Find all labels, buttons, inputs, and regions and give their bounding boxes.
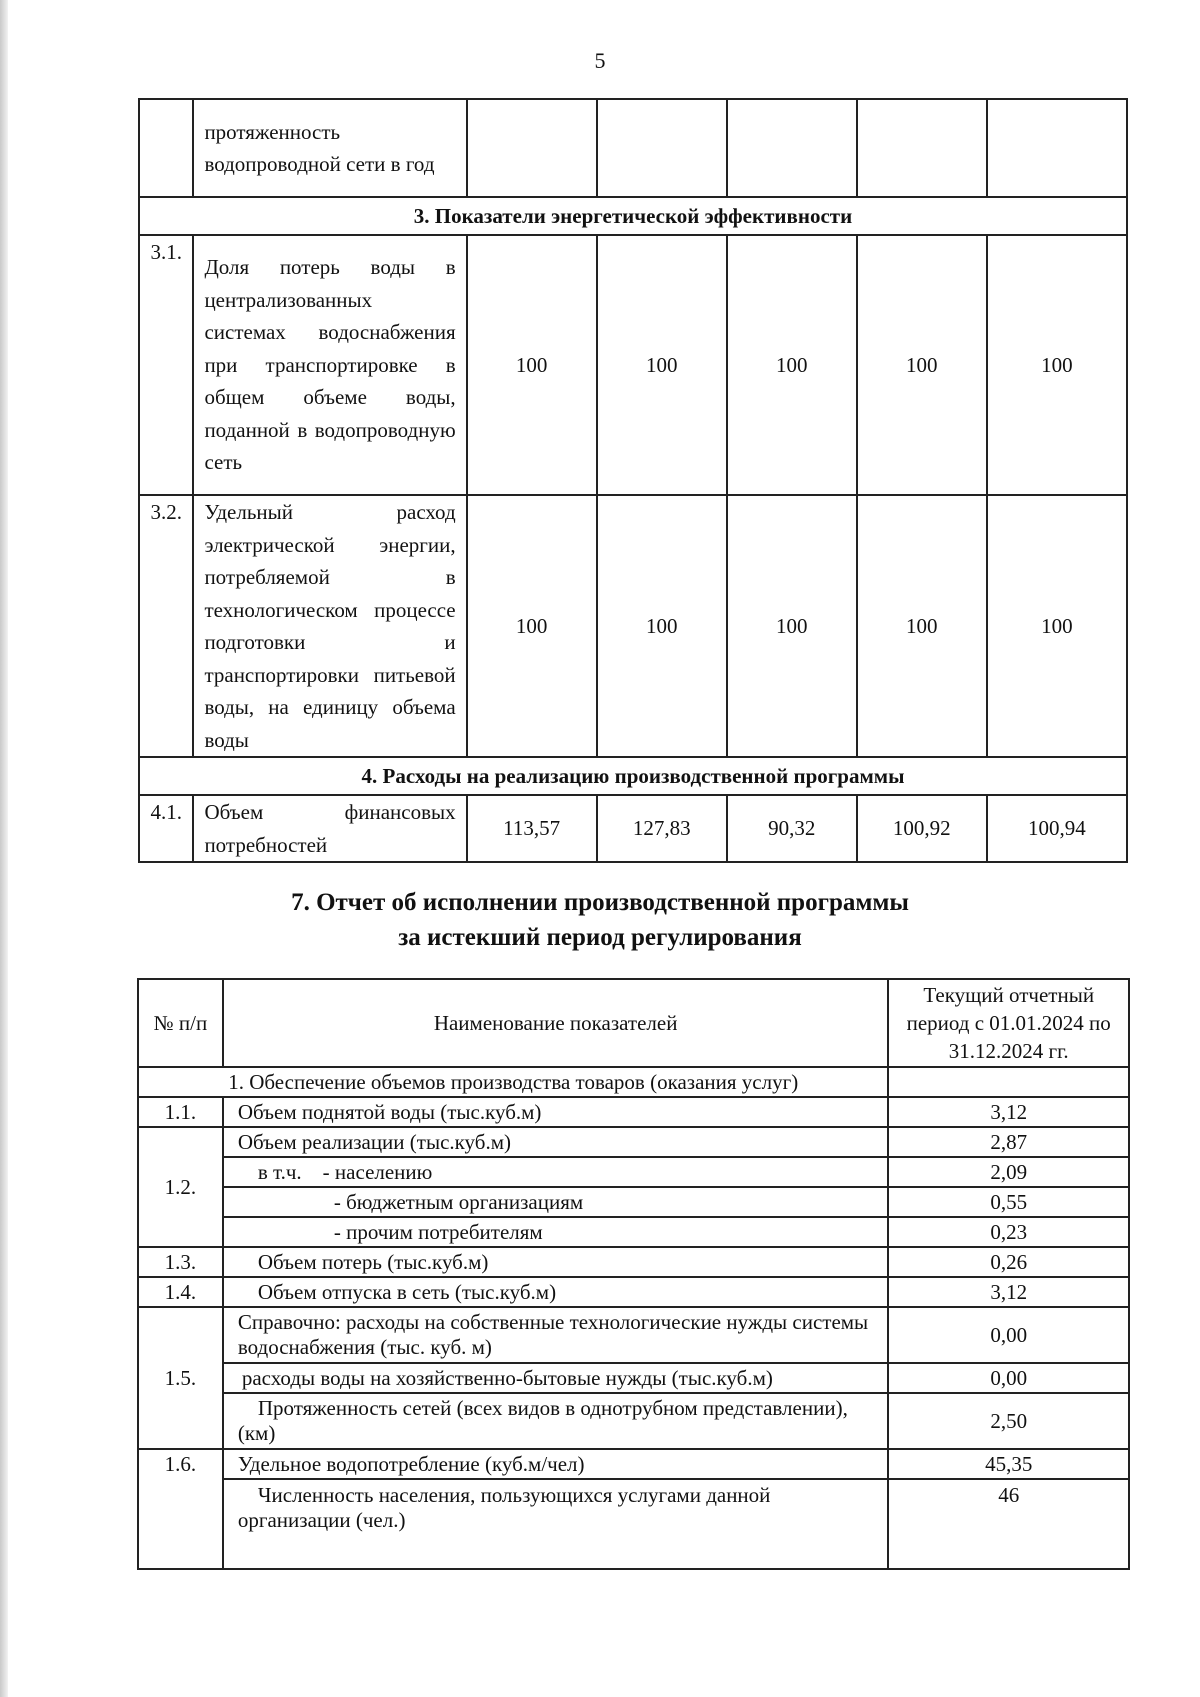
value-cell: 100,94 — [987, 795, 1127, 862]
value-cell: 100 — [467, 495, 597, 757]
indicator-name: Удельный расход электрической энергии, потребляемой в технологическом процессе подготовки и транспортировки питьевой воды, на единицу объема воды — [193, 495, 466, 757]
indicator-name: - бюджетным организациям — [223, 1187, 889, 1217]
value-cell — [597, 99, 727, 197]
value-cell: 0,23 — [888, 1217, 1129, 1247]
value-cell: 46 — [888, 1479, 1129, 1569]
table-row — [138, 1479, 1129, 1569]
table-row — [138, 1449, 1129, 1479]
value-cell: 3,12 — [888, 1097, 1129, 1127]
value-cell: 0,00 — [888, 1363, 1129, 1393]
table-row — [138, 1217, 1129, 1247]
row-number-cell — [139, 99, 193, 197]
row-number: 1.1. — [138, 1097, 223, 1127]
page-number: 5 — [594, 48, 606, 73]
indicator-name: Объем поднятой воды (тыс.куб.м) — [223, 1097, 889, 1127]
table-row — [138, 1157, 1129, 1187]
value-cell: 100 — [467, 235, 597, 495]
value-cell: 100 — [727, 495, 857, 757]
table-row — [138, 1187, 1129, 1217]
value-cell: 100 — [857, 235, 987, 495]
value-cell: 127,83 — [597, 795, 727, 862]
indicator-name: протяженность водопроводной сети в год — [193, 99, 466, 197]
row-number: 1.3. — [138, 1247, 223, 1277]
indicator-name: - прочим потребителям — [223, 1217, 889, 1247]
indicator-name: Объем финансовых потребностей — [193, 795, 466, 862]
value-cell — [987, 99, 1127, 197]
indicators-table — [138, 98, 1128, 863]
header-num: № п/п — [138, 979, 223, 1067]
report-table — [137, 978, 1130, 1570]
value-cell: 45,35 — [888, 1449, 1129, 1479]
table-row — [138, 1127, 1129, 1157]
section-heading-3: 3. Показатели энергетической эффективности — [139, 197, 1127, 235]
table-row — [139, 235, 1127, 495]
row-number: 4.1. — [139, 795, 193, 862]
section-title — [0, 885, 1200, 955]
value-cell: 100 — [597, 235, 727, 495]
table-row — [138, 1363, 1129, 1393]
section-heading-4: 4. Расходы на реализацию производственной программы — [139, 757, 1127, 795]
value-cell — [727, 99, 857, 197]
value-cell: 2,50 — [888, 1393, 1129, 1449]
row-number: 1.6. — [138, 1449, 223, 1569]
indicator-name: Объем реализации (тыс.куб.м) — [223, 1127, 889, 1157]
row-number: 3.1. — [139, 235, 193, 495]
section-heading-1: 1. Обеспечение объемов производства товаров (оказания услуг) — [138, 1067, 888, 1097]
row-number: 3.2. — [139, 495, 193, 757]
table-row — [138, 1277, 1129, 1307]
scan-edge-shadow — [0, 0, 8, 1697]
table-row — [139, 99, 1127, 197]
row-number: 1.4. — [138, 1277, 223, 1307]
table-row — [139, 795, 1127, 862]
indicator-name: Удельное водопотребление (куб.м/чел) — [223, 1449, 889, 1479]
indicator-name: Справочно: расходы на собственные технологические нужды системы водоснабжения (тыс. куб. м) — [223, 1307, 889, 1363]
header-name: Наименование показателей — [223, 979, 889, 1067]
indicator-name: Протяженность сетей (всех видов в однотрубном представлении), (км) — [223, 1393, 889, 1449]
value-cell: 90,32 — [727, 795, 857, 862]
value-cell: 113,57 — [467, 795, 597, 862]
row-number: 1.5. — [138, 1307, 223, 1449]
title-line-1: 7. Отчет об исполнении производственной программы — [291, 889, 909, 916]
section-row — [139, 197, 1127, 235]
table-row — [138, 1097, 1129, 1127]
section-row — [139, 757, 1127, 795]
value-cell: 2,09 — [888, 1157, 1129, 1187]
value-cell: 2,87 — [888, 1127, 1129, 1157]
table-row — [138, 1307, 1129, 1363]
indicator-name: Объем отпуска в сеть (тыс.куб.м) — [223, 1277, 889, 1307]
value-cell: 0,00 — [888, 1307, 1129, 1363]
title-line-2: за истекший период регулирования — [398, 924, 802, 951]
value-cell — [467, 99, 597, 197]
indicator-name: расходы воды на хозяйственно-бытовые нужды (тыс.куб.м) — [223, 1363, 889, 1393]
header-period: Текущий отчетный период с 01.01.2024 по 31.12.2024 гг. — [888, 979, 1129, 1067]
value-cell: 0,55 — [888, 1187, 1129, 1217]
indicator-name: в т.ч. - населению — [223, 1157, 889, 1187]
indicator-name: Численность населения, пользующихся услугами данной организации (чел.) — [223, 1479, 889, 1569]
indicator-name: Доля потерь воды в централизованных системах водоснабжения при транспортировке в общем объеме воды, поданной в водопроводную сеть — [193, 235, 466, 495]
header-row — [138, 979, 1129, 1067]
table-row — [139, 495, 1127, 757]
value-cell: 100 — [597, 495, 727, 757]
section-row — [138, 1067, 1129, 1097]
value-cell: 100,92 — [857, 795, 987, 862]
value-cell: 100 — [857, 495, 987, 757]
value-cell: 100 — [987, 235, 1127, 495]
value-cell — [888, 1067, 1129, 1097]
value-cell: 0,26 — [888, 1247, 1129, 1277]
value-cell — [857, 99, 987, 197]
row-number: 1.2. — [138, 1127, 223, 1247]
indicator-name: Объем потерь (тыс.куб.м) — [223, 1247, 889, 1277]
value-cell: 100 — [727, 235, 857, 495]
value-cell: 3,12 — [888, 1277, 1129, 1307]
table-row — [138, 1247, 1129, 1277]
table-row — [138, 1393, 1129, 1449]
value-cell: 100 — [987, 495, 1127, 757]
